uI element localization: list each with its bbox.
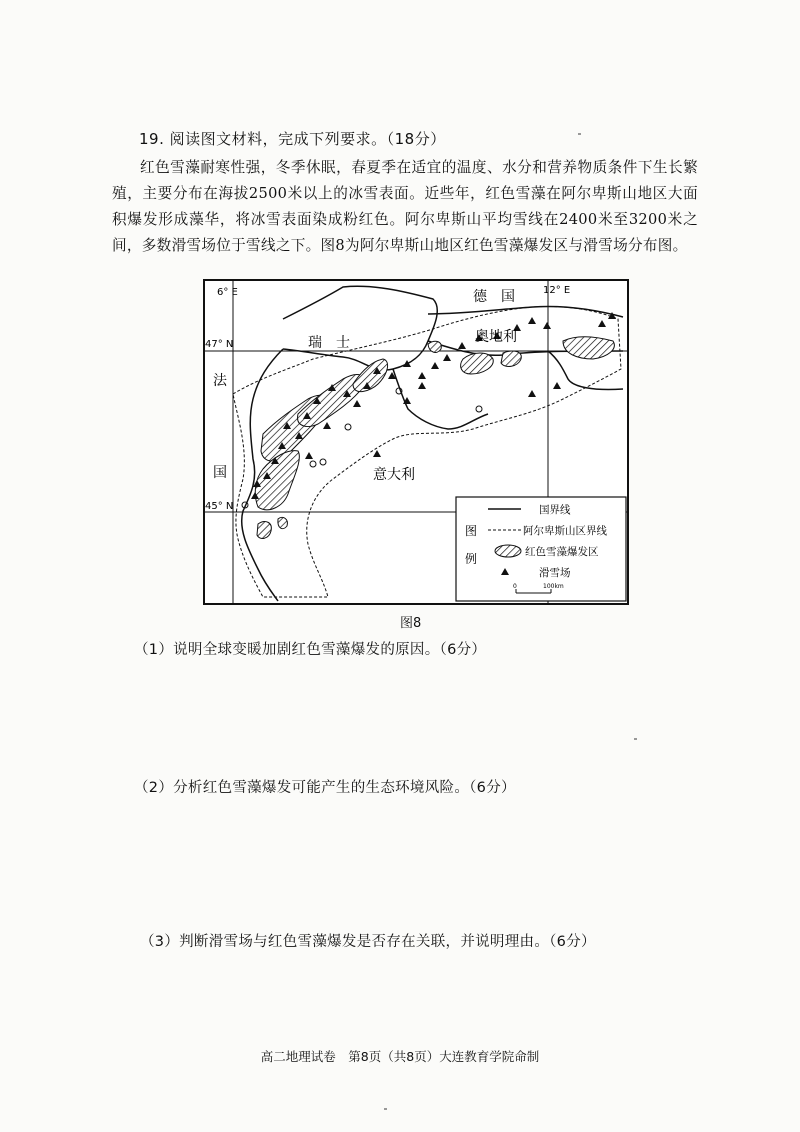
map-legend xyxy=(456,497,626,601)
svg-text:图: 图 xyxy=(465,524,478,538)
lon-left-label: 6° E xyxy=(217,287,238,298)
country-france-1: 法 xyxy=(213,373,227,389)
alps-map xyxy=(203,279,629,605)
svg-text:0: 0 xyxy=(513,583,517,590)
sub-question-2: （2）分析红色雪藻爆发可能产生的生态环境风险。（6分） xyxy=(134,780,516,796)
figure-caption: 图8 xyxy=(400,616,422,631)
scan-speck xyxy=(578,133,581,135)
svg-text:100km: 100km xyxy=(543,583,564,590)
scan-speck xyxy=(634,738,637,740)
answer-area-3[interactable] xyxy=(140,957,700,1037)
legend-alps-boundary: 阿尔卑斯山区界线 xyxy=(523,525,607,537)
question-material: 红色雪藻耐寒性强，冬季休眠，春夏季在适宜的温度、水分和营养物质条件下生长繁殖，主要分布在海拔2500米以上的冰雪表面。近些年，红色雪藻在阿尔卑斯山地区大面积爆发形成藻华，将冰雪表面染成粉红色。阿尔卑斯山平均雪线在2400米至3200米之间，多数滑雪场位于雪线之下。图8为阿尔卑斯山地区红色雪藻爆发区与滑雪场分布图。 xyxy=(112,159,698,254)
country-germany: 德 国 xyxy=(473,289,515,305)
answer-area-2[interactable] xyxy=(140,803,700,923)
lat-top-label: 47° N xyxy=(205,339,234,350)
legend-algae-area: 红色雪藻爆发区 xyxy=(525,546,599,558)
lat-bottom-label: 45° N xyxy=(205,501,234,512)
lon-right-label: 12° E xyxy=(543,285,571,296)
country-italy: 意大利 xyxy=(373,467,415,483)
svg-text:例: 例 xyxy=(465,552,478,566)
country-france-2: 国 xyxy=(213,465,227,481)
question-title: 19. 阅读图文材料，完成下列要求。（18分） xyxy=(139,130,446,148)
scan-speck xyxy=(384,1108,387,1110)
legend-ski-resort: 滑雪场 xyxy=(539,567,571,579)
sub-question-1: （1）说明全球变暖加剧红色雪藻爆发的原因。（6分） xyxy=(134,642,487,658)
page-footer: 高二地理试卷 第8页（共8页）大连教育学院命制 xyxy=(260,1049,540,1064)
country-switzerland: 瑞 士 xyxy=(308,335,350,351)
legend-border: 国界线 xyxy=(539,504,571,516)
country-austria: 奥地利 xyxy=(475,329,517,345)
answer-area-1[interactable] xyxy=(140,665,700,770)
sub-question-3: （3）判断滑雪场与红色雪藻爆发是否存在关联，并说明理由。（6分） xyxy=(140,934,596,950)
